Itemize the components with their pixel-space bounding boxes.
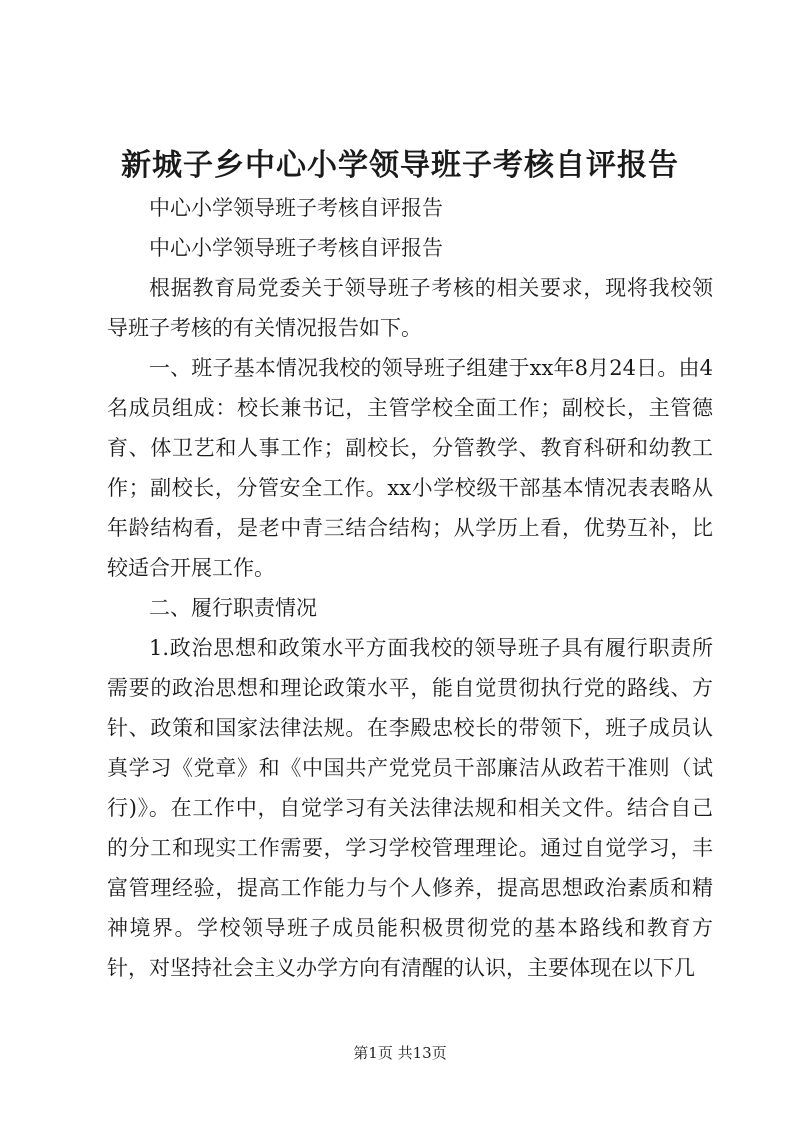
paragraph-section-2-heading: 二、履行职责情况 <box>149 596 317 620</box>
paragraph-subtitle-2: 中心小学领导班子考核自评报告 <box>149 236 443 260</box>
paragraph-subtitle-1: 中心小学领导班子考核自评报告 <box>149 196 443 220</box>
document-body <box>107 188 713 988</box>
paragraph-section-1: 一、班子基本情况我校的领导班子组建于xx年8月24日。由4名成员组成：校长兼书记，主管学校全面工作；副校长，主管德育、体卫艺和人事工作；副校长，分管教学、教育科研和幼教工作；副校长，分管安全工作。xx小学校级干部基本情况表表略从年龄结构看，是老中青三结合结构；从学历上看，优势互补，比较适合开展工作。 <box>107 356 713 580</box>
page-title: 新城子乡中心小学领导班子考核自评报告 <box>121 148 679 183</box>
page-number-footer: 第1页 共13页 <box>353 1044 447 1062</box>
paragraph-intro: 根据教育局党委关于领导班子考核的相关要求，现将我校领导班子考核的有关情况报告如下。 <box>107 276 713 340</box>
paragraph-section-2-1: 1.政治思想和政策水平方面我校的领导班子具有履行职责所需要的政治思想和理论政策水平，能自觉贯彻执行党的路线、方针、政策和国家法律法规。在李殿忠校长的带领下，班子成员认真学习《党章》和《中国共产党党员干部廉洁从政若干准则（试行)》。在工作中，自觉学习有关法律法规和相关文件。结合自己的分工和现实工作需要，学习学校管理理论。通过自觉学习，丰富管理经验，提高工作能力与个人修养，提高思想政治素质和精神境界。学校领导班子成员能积极贯彻党的基本路线和教育方针，对坚持社会主义办学方向有清醒的认识，主要体现在以下几 <box>107 636 713 980</box>
